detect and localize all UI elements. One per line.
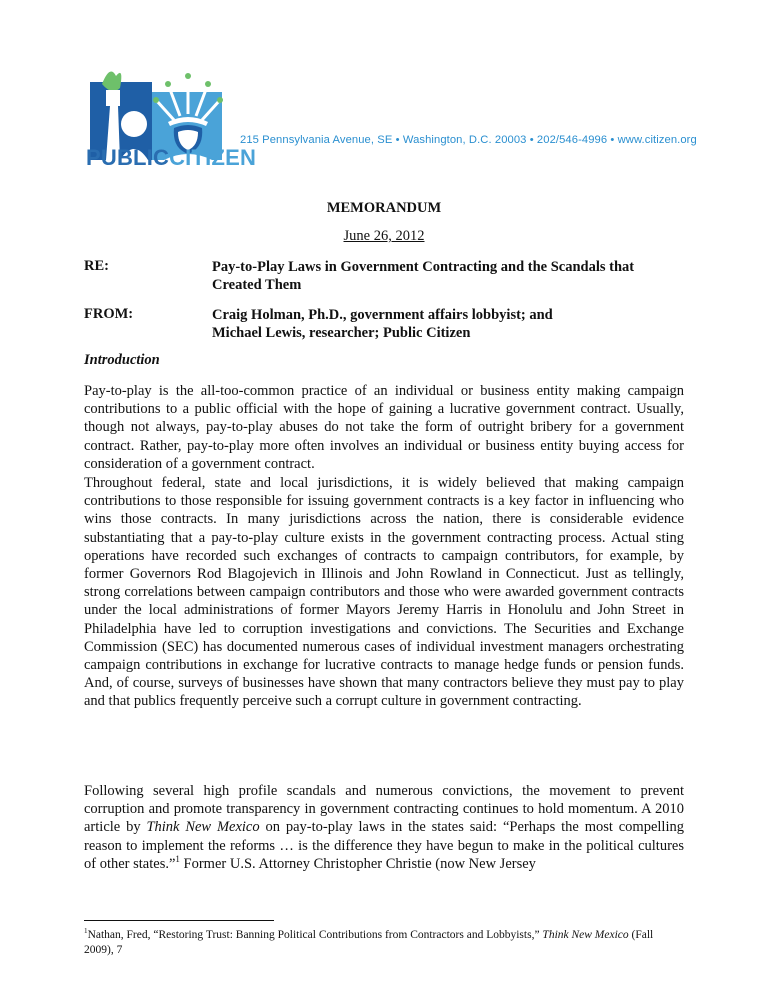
footnote-text-italic: Think New Mexico xyxy=(542,929,629,941)
memo-title: MEMORANDUM xyxy=(326,200,442,216)
introduction-heading: Introduction xyxy=(84,352,160,368)
footnote-divider xyxy=(84,920,274,921)
paragraph-1: Pay-to-play is the all-too-common practice of an individual or business entity making campaign contributions to a public official with the hope of gaining a lucrative government contract. Usually, though not always, pay-to-play abuses do not take the form of outright bribery for a government contract. Rather, pay-to-play more often involves an individual or business entity buying access for consideration of a government contract. xyxy=(84,383,684,472)
paragraph-3-part-2: on pay-to-play laws in the states said: “Perhaps the most compelling reason to implement the reforms … is the difference they have begun to make in the political cultures of other states.” xyxy=(84,819,684,872)
paragraph-3 xyxy=(84,782,684,873)
from-line-1: Craig Holman, Ph.D., government affairs lobbyist; and xyxy=(212,307,553,323)
from-line-2: Michael Lewis, researcher; Public Citizen xyxy=(212,325,471,341)
paragraph-3-part-3: Former U.S. Attorney Christopher Christie (now New Jersey xyxy=(179,855,536,872)
logo-wordmark xyxy=(86,140,257,176)
footnote-ref-1[interactable]: 1 xyxy=(175,853,180,864)
re-value: Pay-to-Play Laws in Government Contracting and the Scandals that Created Them xyxy=(212,259,635,293)
paragraph-3-part-1: Following several high profile scandals and numerous convictions, the movement to prevent corruption and promote transparency in government contracting continues to hold momentum. A 2010 article by xyxy=(84,783,684,836)
footnote-1 xyxy=(84,928,684,958)
paragraph-3-italic: Think New Mexico xyxy=(146,819,260,836)
from-value xyxy=(212,306,672,342)
memo-date: June 26, 2012 xyxy=(343,228,425,244)
logo-word-citizen: CITIZEN xyxy=(169,145,257,170)
from-label: FROM: xyxy=(84,306,134,322)
re-label: RE: xyxy=(84,258,109,274)
logo-word-public: PUBLIC xyxy=(86,145,170,170)
letterhead-address: 215 Pennsylvania Avenue, SE • Washington, D.C. 20003 • 202/546-4996 • www.citizen.org xyxy=(240,134,697,146)
footnote-marker: 1 xyxy=(84,927,88,936)
footnote-text-part-1: Nathan, Fred, “Restoring Trust: Banning Political Contributions from Contractors and Lobbyists,” xyxy=(87,929,543,941)
paragraph-2: Throughout federal, state and local jurisdictions, it is widely believed that making campaign contributions to those responsible for issuing government contracts is a key factor in influencing who wins those contracts. In many jurisdictions across the nation, there is considerable evidence substantiating that a pay-to-play culture exists in the government contracting process. Actual sting operations have recorded such exchanges of contracts to campaign contributors, for example, by former Governors Rod Blagojevich in Illinois and John Rowland in Connecticut. Just as tellingly, strong correlations between campaign contributors and those who were awarded government contracts under the local administrations of former Mayors Jeremy Harris in Honolulu and John Street in Philadelphia have led to corruption investigations and convictions. The Securities and Exchange Commission (SEC) has documented numerous cases of individual investment managers orchestrating campaign contributions in exchange for lucrative contracts to manage hedge funds or pension funds. And, of course, surveys of businesses have shown that many contractors believe they must pay to play and that publics frequently perceive such a corrupt culture in government contracting. xyxy=(84,475,684,710)
footnote-text-part-2: (Fall 2009), 7 xyxy=(84,929,654,956)
